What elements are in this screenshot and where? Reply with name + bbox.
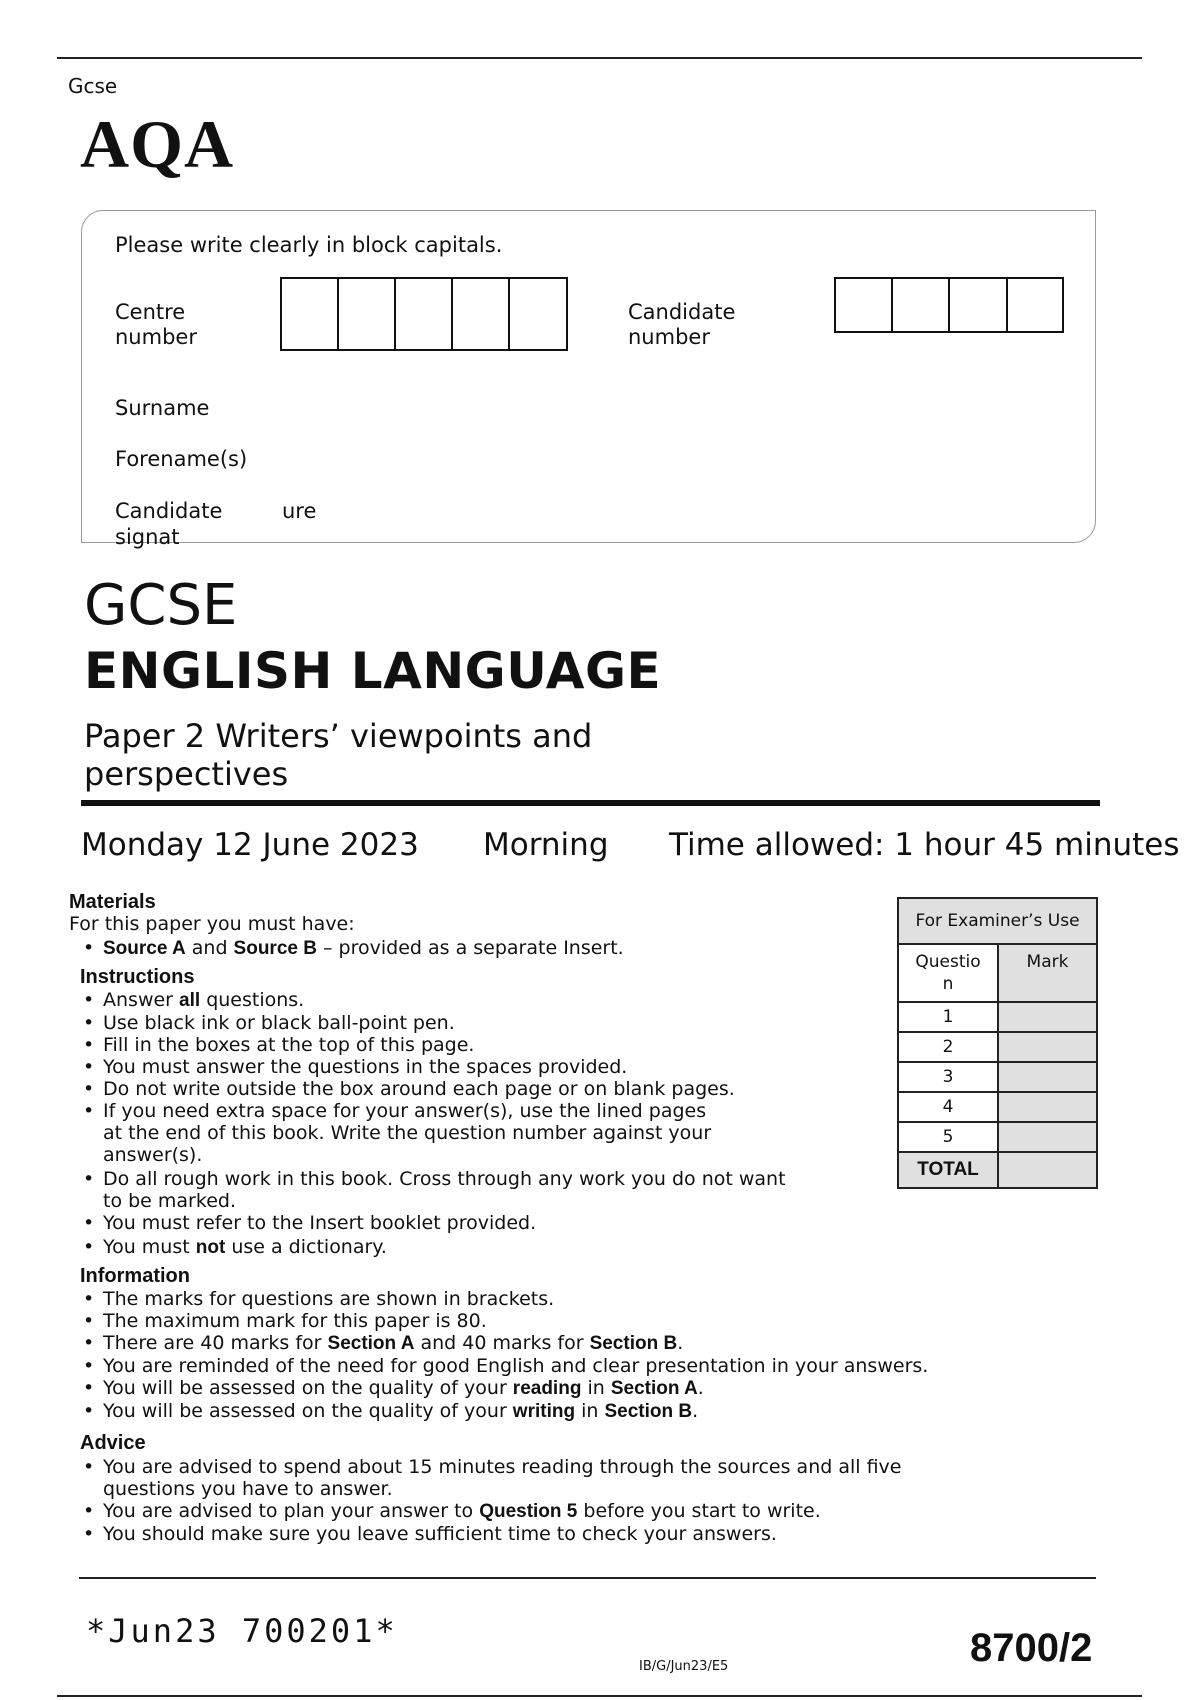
subject-title: ENGLISH LANGUAGE — [84, 642, 662, 700]
paper-title: Paper 2 Writers’ viewpoints and perspectives — [84, 717, 593, 793]
examiner-use-table — [897, 897, 1098, 1189]
list-item: • You must answer the questions in the spaces provided. — [79, 1056, 789, 1078]
question-number: 2 — [898, 1032, 998, 1062]
list-item: • Answer all questions. — [79, 989, 789, 1012]
time-allowed: Time allowed: 1 hour 45 minutes — [669, 827, 1180, 863]
instructions-list — [79, 989, 789, 1259]
bottom-rule — [57, 1695, 1142, 1697]
list-item: • The maximum mark for this paper is 80. — [79, 1310, 1089, 1332]
information-heading: Information — [80, 1265, 190, 1287]
question-number: 5 — [898, 1122, 998, 1152]
candidate-number-cell[interactable] — [950, 279, 1008, 331]
candidate-details-box — [81, 210, 1096, 543]
total-label: TOTAL — [898, 1152, 998, 1188]
mark-cell — [998, 1122, 1097, 1152]
list-item: • Do all rough work in this book. Cross through any work you do not want to be marked. — [79, 1168, 789, 1212]
top-rule — [57, 57, 1142, 59]
materials-list — [79, 937, 839, 960]
signature-label-line2: signat — [115, 525, 180, 549]
mark-column-header: Mark — [998, 944, 1097, 1002]
question-header-line2: n — [942, 974, 954, 994]
centre-label-line2: number — [115, 325, 197, 349]
block-capitals-instruction: Please write clearly in block capitals. — [115, 233, 503, 257]
footer-rule — [79, 1577, 1096, 1579]
centre-number-cell[interactable] — [282, 279, 339, 349]
candidate-number-cell[interactable] — [893, 279, 950, 331]
examiner-use-title: For Examiner’s Use — [898, 898, 1097, 944]
centre-number-cell[interactable] — [396, 279, 453, 349]
candidate-label-line2: number — [628, 325, 710, 349]
title-divider — [81, 800, 1100, 806]
candidate-number-grid[interactable] — [834, 277, 1064, 333]
paper-code: 8700/2 — [970, 1626, 1093, 1670]
list-item: • There are 40 marks for Section A and 40 marks for Section B. — [79, 1332, 1089, 1355]
advice-list — [79, 1456, 969, 1545]
list-item: • You are advised to spend about 15 minutes reading through the sources and all five questions you have to answer. — [79, 1456, 983, 1500]
list-item: • Source A and Source B – provided as a separate Insert. — [79, 937, 839, 960]
candidate-number-cell[interactable] — [836, 279, 893, 331]
list-item: • You will be assessed on the quality of your reading in Section A. — [79, 1377, 1089, 1400]
qualification-title: GCSE — [84, 573, 238, 638]
materials-heading: Materials — [69, 891, 156, 913]
signature-label: Candidate — [115, 499, 223, 523]
reference-code: IB/G/Jun23/E5 — [639, 1659, 729, 1674]
list-item: • Use black ink or black ball-point pen. — [79, 1012, 789, 1034]
centre-label-line1: Centre — [115, 300, 186, 324]
question-number: 1 — [898, 1002, 998, 1032]
question-column-header — [898, 944, 998, 1002]
information-list — [79, 1288, 1089, 1423]
aqa-logo: AQA — [80, 106, 235, 182]
centre-number-cell[interactable] — [339, 279, 396, 349]
barcode-text: *Jun23 700201* — [86, 1612, 398, 1650]
list-item: • If you need extra space for your answer(s), use the lined pages at the end of this book. Write the question number against your answer(s). — [79, 1100, 723, 1166]
mark-cell — [998, 1062, 1097, 1092]
mark-cell — [998, 1002, 1097, 1032]
exam-date: Monday 12 June 2023 — [81, 827, 419, 863]
list-item: • You must refer to the Insert booklet provided. — [79, 1212, 789, 1234]
list-item: • You are advised to plan your answer to Question 5 before you start to write. — [79, 1500, 969, 1523]
advice-heading: Advice — [80, 1432, 146, 1454]
centre-number-grid[interactable] — [280, 277, 568, 351]
centre-number-cell[interactable] — [453, 279, 510, 349]
list-item: • You will be assessed on the quality of your writing in Section B. — [79, 1400, 1089, 1423]
question-header-line1: Questio — [915, 952, 981, 972]
list-item: • You must not use a dictionary. — [79, 1236, 789, 1259]
list-item: • Do not write outside the box around each page or on blank pages. — [79, 1078, 789, 1100]
candidate-label-line1: Candidate — [628, 300, 736, 324]
exam-session: Morning — [483, 827, 609, 863]
question-number: 4 — [898, 1092, 998, 1122]
forename-label: Forename(s) — [115, 447, 248, 471]
list-item: • You are reminded of the need for good English and clear presentation in your answers. — [79, 1355, 1089, 1377]
total-mark-cell — [998, 1152, 1097, 1188]
candidate-number-cell[interactable] — [1008, 279, 1062, 331]
centre-number-cell[interactable] — [510, 279, 566, 349]
mark-cell — [998, 1032, 1097, 1062]
signature-label-fragment: ure — [282, 499, 317, 523]
candidate-number-label — [628, 300, 735, 350]
surname-label: Surname — [115, 396, 210, 420]
mark-cell — [998, 1092, 1097, 1122]
list-item: • The marks for questions are shown in brackets. — [79, 1288, 1089, 1310]
centre-number-label — [115, 300, 197, 350]
list-item: • Fill in the boxes at the top of this page. — [79, 1034, 789, 1056]
list-item: • You should make sure you leave sufficient time to check your answers. — [79, 1523, 969, 1545]
header-gcse-label: Gcse — [68, 74, 118, 98]
instructions-heading: Instructions — [80, 966, 195, 988]
question-number: 3 — [898, 1062, 998, 1092]
materials-intro: For this paper you must have: — [69, 913, 355, 935]
